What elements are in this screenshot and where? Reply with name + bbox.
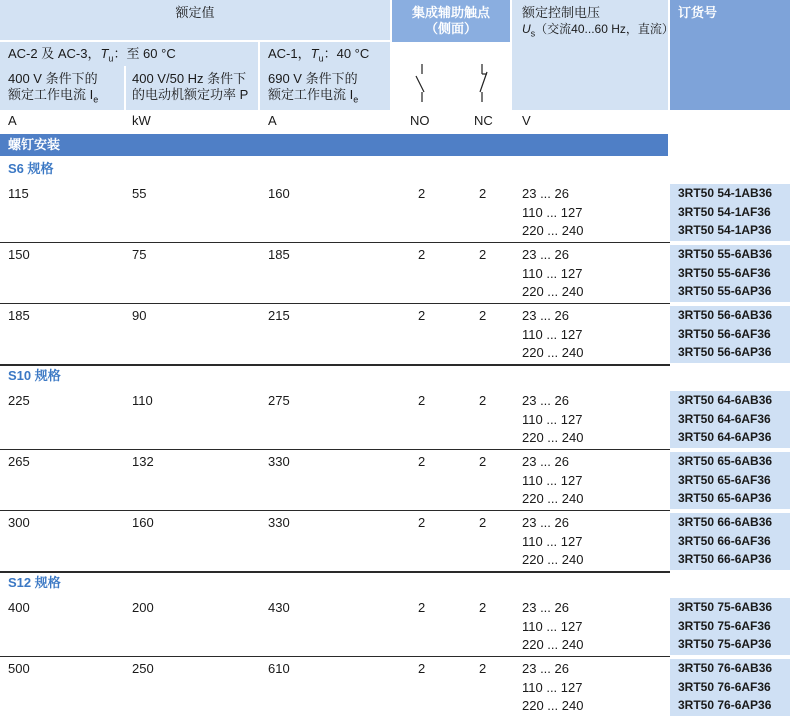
order-number: 3RT50 64-6AF36	[678, 411, 771, 426]
cell-current-690v: 185	[268, 247, 290, 262]
cell-current-690v: 330	[268, 515, 290, 530]
header-control-voltage: 额定控制电压 $U_s$（交流40...60 Hz，直流）	[522, 5, 674, 39]
cell-voltage-range: 220 ... 240	[522, 284, 584, 300]
cell-current-400v: 185	[8, 308, 30, 323]
no-contact-symbol-icon	[412, 62, 432, 102]
unit-voltage: V	[522, 113, 531, 128]
cell-motor-power: 55	[132, 186, 147, 201]
order-number: 3RT50 65-6AP36	[678, 491, 772, 506]
order-number: 3RT50 66-6AB36	[678, 515, 773, 529]
order-number: 3RT50 65-6AF36	[678, 472, 771, 487]
section-label: 螺钉安装	[8, 137, 61, 152]
row-divider	[0, 364, 670, 366]
cell-nc-count: 2	[479, 515, 487, 530]
cell-no-count: 2	[418, 454, 426, 469]
cell-voltage-range: 220 ... 240	[522, 345, 584, 361]
cell-nc-count: 2	[479, 186, 487, 201]
cell-no-count: 2	[418, 247, 426, 262]
header-separator	[258, 42, 260, 110]
unit-current-400v: A	[8, 113, 17, 128]
cell-voltage-range: 220 ... 240	[522, 430, 584, 446]
cell-current-690v: 160	[268, 186, 290, 201]
order-number: 3RT50 64-6AP36	[678, 430, 772, 445]
order-number-box	[670, 245, 790, 302]
cell-current-400v: 150	[8, 247, 30, 262]
order-number: 3RT50 55-6AF36	[678, 265, 771, 280]
order-number: 3RT50 66-6AF36	[678, 533, 771, 548]
header-separator	[0, 40, 390, 42]
order-number: 3RT50 54-1AP36	[678, 223, 772, 238]
header-col-motor-power: 400 V/50 Hz 条件下 的电动机额定功率 P	[132, 71, 249, 102]
cell-current-690v: 275	[268, 393, 290, 408]
cell-nc-count: 2	[479, 247, 487, 262]
cell-voltage-range: 220 ... 240	[522, 491, 584, 507]
order-number-box	[670, 391, 790, 448]
order-number: 3RT50 75-6AP36	[678, 637, 772, 652]
order-number-box	[670, 184, 790, 241]
order-number: 3RT50 75-6AB36	[678, 600, 773, 614]
order-number-box	[670, 452, 790, 509]
unit-current-690v: A	[268, 113, 277, 128]
cell-motor-power: 132	[132, 454, 154, 469]
size-label: S10 规格	[8, 368, 61, 383]
cell-voltage-range: 110 ... 127	[522, 679, 583, 695]
cell-voltage-range: 110 ... 127	[522, 265, 583, 281]
unit-nc: NC	[474, 113, 493, 128]
cell-voltage-range: 23 ... 26	[522, 186, 569, 201]
order-number: 3RT50 56-6AF36	[678, 326, 771, 341]
order-number: 3RT50 55-6AB36	[678, 247, 773, 261]
cell-current-400v: 225	[8, 393, 30, 408]
header-ac23-condition: AC-2 及 AC-3，$T_u$：至 60 °C	[8, 46, 176, 64]
cell-voltage-range: 110 ... 127	[522, 618, 583, 634]
cell-nc-count: 2	[479, 454, 487, 469]
cell-voltage-range: 220 ... 240	[522, 223, 584, 239]
cell-no-count: 2	[418, 515, 426, 530]
cell-no-count: 2	[418, 600, 426, 615]
order-number: 3RT50 54-1AF36	[678, 204, 771, 219]
header-ac1-condition: AC-1，$T_u$：40 °C	[268, 46, 370, 64]
header-aux-contacts: 集成辅助触点 （侧面）	[411, 5, 490, 36]
cell-no-count: 2	[418, 393, 426, 408]
cell-voltage-range: 23 ... 26	[522, 393, 569, 408]
size-label: S6 规格	[8, 161, 54, 176]
cell-voltage-range: 23 ... 26	[522, 515, 569, 530]
order-number: 3RT50 54-1AB36	[678, 186, 773, 200]
cell-nc-count: 2	[479, 393, 487, 408]
cell-voltage-range: 23 ... 26	[522, 247, 569, 262]
cell-current-400v: 500	[8, 661, 30, 676]
cell-motor-power: 250	[132, 661, 154, 676]
cell-voltage-range: 220 ... 240	[522, 698, 584, 714]
order-number: 3RT50 64-6AB36	[678, 393, 773, 407]
cell-voltage-range: 23 ... 26	[522, 661, 569, 676]
row-divider	[0, 510, 670, 511]
row-divider	[0, 571, 670, 573]
cell-no-count: 2	[418, 308, 426, 323]
cell-nc-count: 2	[479, 308, 487, 323]
cell-motor-power: 200	[132, 600, 154, 615]
order-number: 3RT50 55-6AP36	[678, 284, 772, 299]
order-number: 3RT50 56-6AB36	[678, 308, 773, 322]
header-rated-values: 额定值	[175, 5, 215, 20]
order-number-box	[670, 598, 790, 655]
cell-voltage-range: 220 ... 240	[522, 637, 584, 653]
cell-motor-power: 110	[132, 393, 153, 408]
header-col-current-690v: 690 V 条件下的 额定工作电流 $I_e$	[268, 71, 359, 105]
order-number: 3RT50 65-6AB36	[678, 454, 773, 468]
cell-motor-power: 160	[132, 515, 154, 530]
cell-current-690v: 610	[268, 661, 290, 676]
size-label: S12 规格	[8, 575, 61, 590]
cell-voltage-range: 110 ... 127	[522, 411, 583, 427]
order-number-box	[670, 659, 790, 716]
order-number: 3RT50 76-6AF36	[678, 679, 771, 694]
cell-current-690v: 330	[268, 454, 290, 469]
unit-no: NO	[410, 113, 430, 128]
cell-voltage-range: 23 ... 26	[522, 454, 569, 469]
order-number-box	[670, 306, 790, 363]
cell-no-count: 2	[418, 661, 426, 676]
cell-current-400v: 115	[8, 186, 29, 201]
cell-current-690v: 430	[268, 600, 290, 615]
cell-voltage-range: 23 ... 26	[522, 600, 569, 615]
row-divider	[0, 656, 670, 657]
order-number: 3RT50 76-6AP36	[678, 698, 772, 713]
order-number-box	[670, 513, 790, 570]
cell-nc-count: 2	[479, 600, 487, 615]
order-number: 3RT50 75-6AF36	[678, 618, 771, 633]
header-col-current-400v: 400 V 条件下的 额定工作电流 $I_e$	[8, 71, 99, 105]
cell-voltage-range: 110 ... 127	[522, 533, 583, 549]
cell-current-400v: 300	[8, 515, 30, 530]
nc-contact-symbol-icon	[472, 62, 492, 102]
cell-motor-power: 75	[132, 247, 147, 262]
unit-power: kW	[132, 113, 151, 128]
cell-voltage-range: 220 ... 240	[522, 552, 584, 568]
cell-motor-power: 90	[132, 308, 147, 323]
header-separator	[124, 66, 126, 110]
cell-current-690v: 215	[268, 308, 290, 323]
header-order-no: 订货号	[678, 5, 718, 20]
section-bar	[0, 134, 668, 156]
cell-no-count: 2	[418, 186, 426, 201]
cell-nc-count: 2	[479, 661, 487, 676]
cell-voltage-range: 110 ... 127	[522, 472, 583, 488]
row-divider	[0, 303, 670, 304]
cell-voltage-range: 110 ... 127	[522, 204, 583, 220]
cell-current-400v: 265	[8, 454, 30, 469]
order-number: 3RT50 66-6AP36	[678, 552, 772, 567]
row-divider	[0, 242, 670, 243]
row-divider	[0, 449, 670, 450]
order-number: 3RT50 56-6AP36	[678, 345, 772, 360]
cell-voltage-range: 110 ... 127	[522, 326, 583, 342]
order-number: 3RT50 76-6AB36	[678, 661, 773, 675]
cell-voltage-range: 23 ... 26	[522, 308, 569, 323]
cell-current-400v: 400	[8, 600, 30, 615]
